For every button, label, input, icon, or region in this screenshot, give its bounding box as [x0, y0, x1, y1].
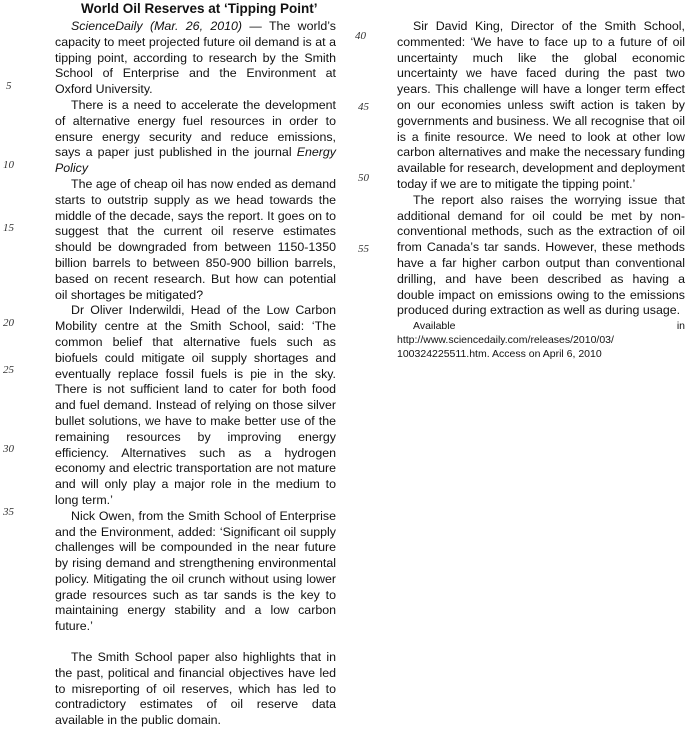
paragraph-5: Nick Owen, from the Smith School of Enterprise and the Environment, added: ‘Significant oil supply challenges will be compounded in the near future by rising demand and strengthening environmental policy. Mitigating the oil crunch without using lower grade resources such as tar sands is the key to maintaining energy stability and a low carbon future.’	[55, 508, 336, 634]
line-number: 35	[3, 506, 14, 518]
paragraph-7: Sir David King, Director of the Smith School, commented: ‘We have to face up to a future of oil uncertainty much like the global economic uncertainty we have faced during the past two years. This challenge will have a longer term effect on our economies unless swift action is taken by governments and business. We all recognise that oil is a finite resource. We need to look at other low carbon alternatives and make the necessary funding available for research, development and deployment today if we are to mitigate the tipping point.’	[397, 19, 685, 191]
journal-name: Energy Policy	[55, 145, 336, 176]
line-number: 20	[3, 317, 14, 329]
line-number: 50	[358, 172, 369, 184]
paragraph-6: The Smith School paper also highlights that in the past, political and financial objectives have led to misreporting of oil reserves, which has led to contradictory estimates of oil reserve data available in the public domain.	[55, 650, 336, 728]
paragraph-1: ScienceDaily (Mar. 26, 2010) — The world’s capacity to meet projected future oil demand is at a tipping point, according to research by the Smith School of Enterprise and the Environment at Oxford University.	[55, 19, 336, 97]
lead-source: ScienceDaily (Mar. 26, 2010)	[71, 19, 243, 33]
article-title: World Oil Reserves at ‘Tipping Point’	[81, 1, 318, 16]
line-number: 25	[3, 364, 14, 376]
line-number: 30	[3, 443, 14, 455]
paragraph-2: There is a need to accelerate the development of alternative energy fuel resources in order to ensure energy security and reduce emissions, says a paper just published in the journal Energy Policy	[55, 97, 336, 176]
right-column	[397, 19, 685, 361]
source-citation: Available in http://www.sciencedaily.com/releases/2010/03/ 100324225511.htm. Access on April 6, 2010	[397, 320, 685, 361]
line-number: 10	[3, 159, 14, 171]
line-number: 5	[6, 80, 12, 92]
left-column	[55, 19, 336, 729]
paragraph-8: The report also raises the worrying issue that additional demand for oil could be met by non-conventional methods, such as the extraction of oil from Canada’s tar sands. However, these methods have a far higher carbon output than conventional drilling, and have been described as having a double impact on emissions owing to the emissions produced during extraction as well as during usage.	[397, 192, 685, 318]
paragraph-3: The age of cheap oil has now ended as demand starts to outstrip supply as we head towards the middle of the decade, says the report. It goes on to suggest that the current oil reserve estimates should be downgraded from between 1150-1350 billion barrels to between 850-900 billion barrels, based on recent research. But how can potential oil shortages be mitigated?	[55, 176, 336, 302]
line-number: 45	[358, 101, 369, 113]
paragraph-4: Dr Oliver Inderwildi, Head of the Low Carbon Mobility centre at the Smith School, said: ‘The common belief that alternative fuels such as biofuels could mitigate oil supply shortages and eventually replace fossil fuels is pie in the sky. There is not sufficient land to cater for both food and fuel demand. Instead of relying on those silver bullet solutions, we have to make better use of the remaining resources by improving energy efficiency. Alternatives such as a hydrogen economy and electric transportation are not mature and will only play a major role in the medium to long term.’	[55, 303, 336, 507]
line-number: 15	[3, 222, 14, 234]
line-number: 40	[355, 30, 366, 42]
line-number: 55	[358, 243, 369, 255]
